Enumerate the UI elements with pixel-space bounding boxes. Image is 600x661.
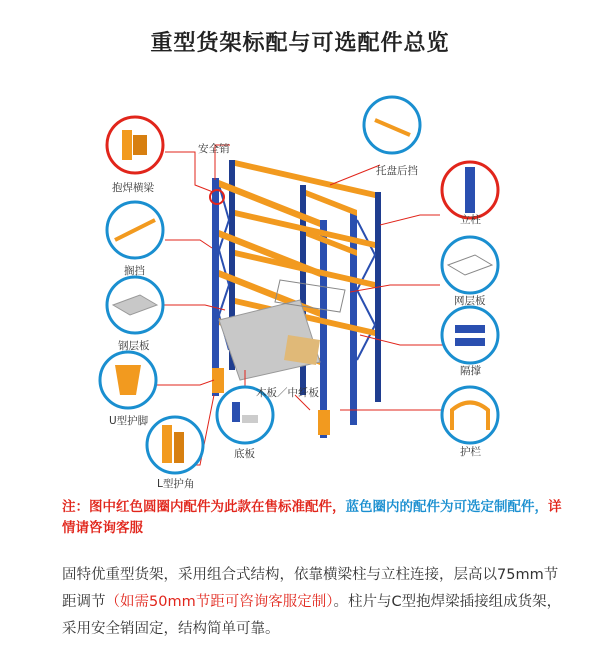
label-welded-beam: 抱焊横梁 [112,182,154,194]
note-optional: 蓝色圈内的配件为可选定制配件， [345,499,548,515]
cross-bar-accessory-circle [107,202,163,258]
label-pallet-rear-stop: 托盘后挡 [376,165,418,177]
note-prefix: 注： [62,499,89,515]
label-l-guard: L型护角 [157,478,195,490]
label-steel-deck: 钢层板 [118,340,150,352]
upright-accessory-circle [442,162,498,218]
note-standard: 图中红色圆圈内配件为此款在售标准配件， [89,499,346,515]
description-text [62,562,562,643]
label-spacer: 隔撑 [460,365,481,377]
label-wood-board: 木板／中纤板 [256,387,319,399]
wire-deck-accessory-circle [442,237,498,293]
spacer-accessory-circle [442,307,498,363]
description-highlight: （如需50mm节距可咨询客服定制） [105,594,334,610]
note-contact: 详情请咨询客服 [62,499,562,536]
l-guard-accessory-circle [147,417,203,473]
label-safety-pin: 安全销 [198,143,230,155]
u-guard-accessory-circle [100,352,156,408]
label-guardrail: 护栏 [460,446,481,458]
rear-stop-accessory-circle [364,97,420,153]
page-title: 重型货架标配与可选配件总览 [150,31,450,56]
label-upright: 立柱 [460,214,481,226]
steel-deck-accessory-circle [107,277,163,333]
beam-accessory-circle [107,117,163,173]
rack-diagram [0,80,600,480]
label-base-plate: 底板 [234,448,255,460]
label-cross-bar: 搁挡 [124,265,145,277]
description-part2: 。柱片与C型抱焊梁插接组成货架，采用安全销固定，结构简单可靠。 [62,594,562,637]
description-part1: 固特优重型货架，采用组合式结构，依靠横梁柱与立柱连接，层高以75mm节距调节 [62,567,559,610]
label-u-guard: U型护脚 [109,415,149,427]
wood-board [284,335,320,365]
note-text [62,497,562,539]
guardrail-accessory-circle [442,387,498,443]
label-wire-deck: 网层板 [454,295,486,307]
